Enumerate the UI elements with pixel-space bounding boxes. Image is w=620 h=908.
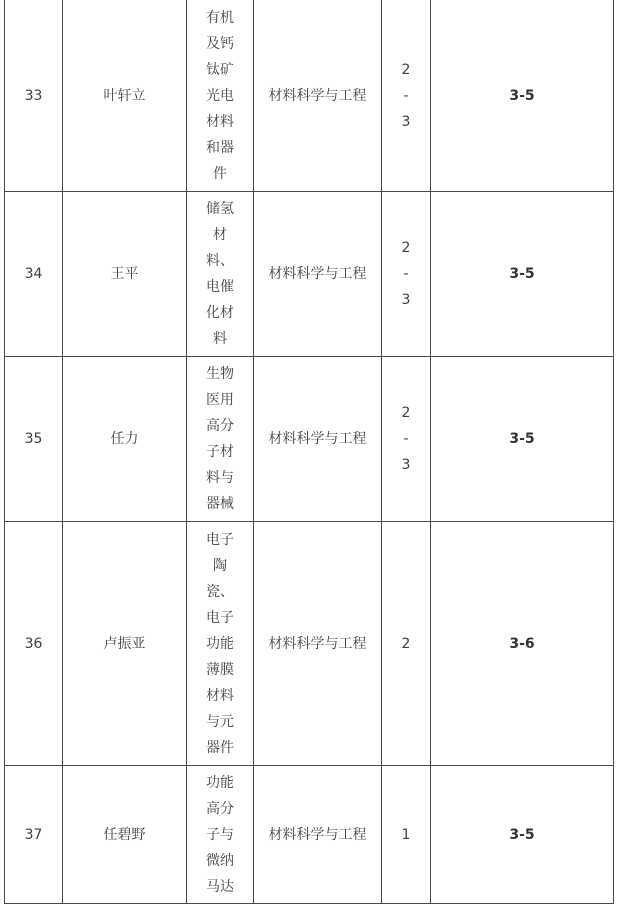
row-index: 35 [5,357,63,522]
supervisor-name: 王平 [63,192,187,357]
research-direction: 生物 医用 高分 子材 料与 器械 [187,357,254,522]
quota-cell: 2 - 3 [382,357,431,522]
major-cell [254,522,382,766]
major-name: 材料科学与工程 [268,431,367,447]
ratio-cell: 3-5 [431,0,614,192]
supervisor-name: 任碧野 [63,766,187,904]
ratio-cell: 3-5 [431,357,614,522]
quota-cell: 2 [382,522,431,766]
table-row [5,357,614,522]
row-index: 36 [5,522,63,766]
major-cell [254,0,382,192]
major-cell [254,357,382,522]
major-name: 材料科学与工程 [268,87,367,104]
row-index: 37 [5,766,63,904]
major-name: 材料科学与工程 [268,635,367,652]
research-direction: 储氢 材 料、 电催 化材 料 [187,192,254,357]
supervisor-name: 任力 [63,357,187,522]
row-index: 33 [5,0,63,192]
supervisor-table [4,0,614,904]
table-row [5,192,614,357]
ratio-cell: 3-5 [431,766,614,904]
ratio-cell: 3-5 [431,192,614,357]
supervisor-name: 叶轩立 [63,0,187,192]
table-row [5,766,614,904]
research-direction: 电子 陶 瓷、 电子 功能 薄膜 材料 与元 器件 [187,522,254,766]
supervisor-name: 卢振亚 [63,522,187,766]
ratio-cell: 3-6 [431,522,614,766]
quota-cell: 1 [382,766,431,904]
major-cell [254,192,382,357]
row-index: 34 [5,192,63,357]
research-direction: 功能 高分 子与 微纳 马达 [187,766,254,904]
quota-cell: 2 - 3 [382,192,431,357]
major-name: 材料科学与工程 [268,826,367,843]
major-name: 材料科学与工程 [268,266,367,282]
research-direction: 有机 及钙 钛矿 光电 材料 和器 件 [187,0,254,192]
major-cell [254,766,382,904]
table-row [5,522,614,766]
table-row [5,0,614,192]
quota-cell: 2 - 3 [382,0,431,192]
